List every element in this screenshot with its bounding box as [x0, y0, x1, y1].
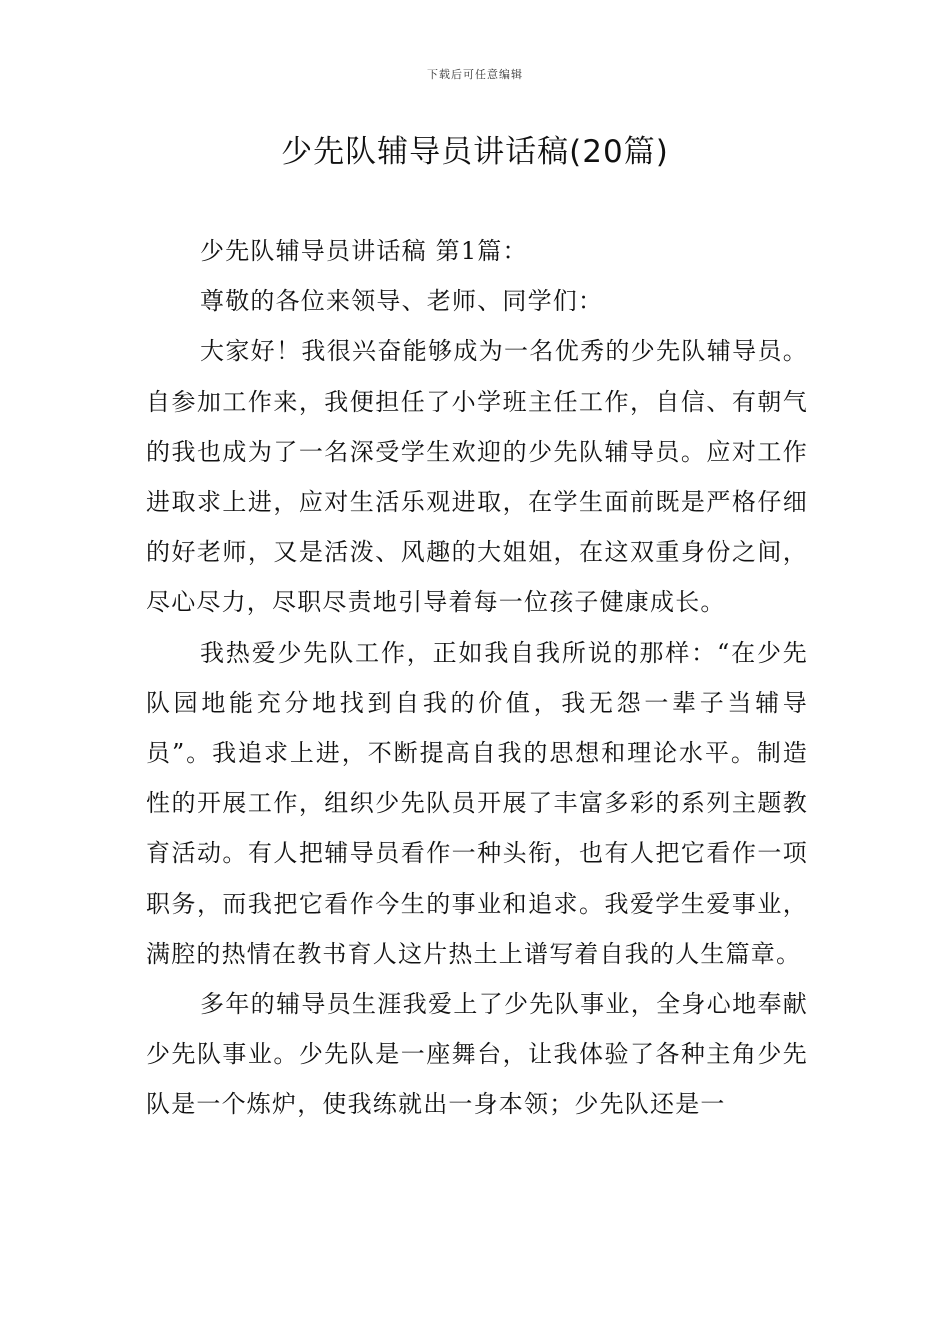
- body-paragraph: 大家好！我很兴奋能够成为一名优秀的少先队辅导员。自参加工作来，我便担任了小学班主任工作，自信、有朝气的我也成为了一名深受学生欢迎的少先队辅导员。应对工作进取求上进，应对生活乐观进取，在学生面前既是严格仔细的好老师，又是活泼、风趣的大姐姐，在这双重身份之间，尽心尽力，尽职尽责地引导着每一位孩子健康成长。: [146, 337, 808, 617]
- header-note: 下载后可任意编辑: [427, 68, 523, 81]
- body-paragraph: 我热爱少先队工作，正如我自我所说的那样：“在少先队园地能充分地找到自我的价值，我无怨一辈子当辅导员”。我追求上进，不断提高自我的思想和理论水平。制造性的开展工作，组织少先队员开展了丰富多彩的系列主题教育活动。有人把辅导员看作一种头衔，也有人把它看作一项职务，而我把它看作今生的事业和追求。我爱学生爱事业，满腔的热情在教书育人这片热土上谱写着自我的人生篇章。: [146, 638, 808, 968]
- document-body: [146, 226, 808, 1130]
- body-paragraph: 多年的辅导员生涯我爱上了少先队事业，全身心地奉献少先队事业。少先队是一座舞台，让我体验了各种主角少先队是一个炼炉，使我练就出一身本领；少先队还是一: [146, 990, 808, 1119]
- section-heading: 少先队辅导员讲话稿 第1篇：: [200, 237, 528, 265]
- salutation: 尊敬的各位来领导、老师、同学们：: [200, 287, 604, 316]
- document-title: 少先队辅导员讲话稿(20篇): [281, 134, 669, 170]
